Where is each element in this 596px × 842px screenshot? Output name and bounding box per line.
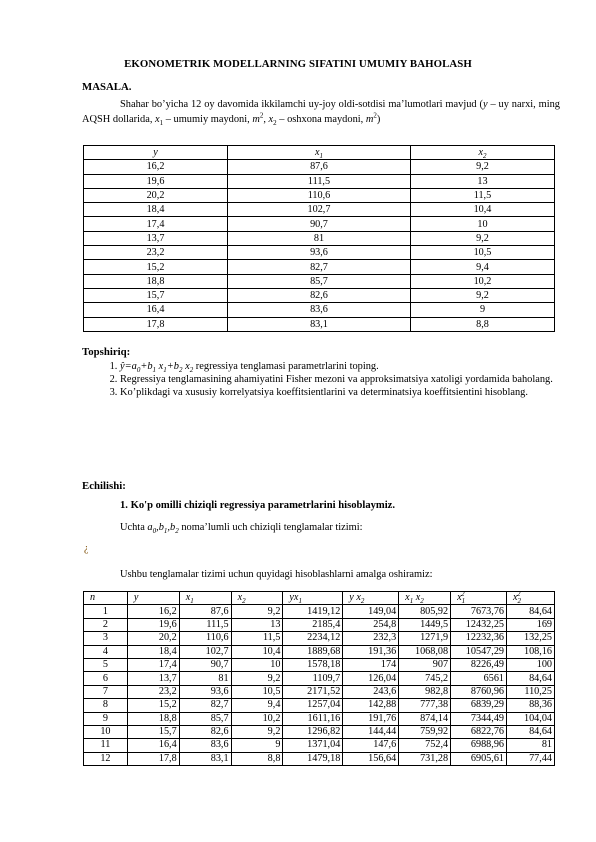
table-cell: 2185,4 xyxy=(283,618,343,631)
table-cell: 10,5 xyxy=(410,246,554,260)
table-cell: 102,7 xyxy=(179,645,231,658)
table-cell: 13,7 xyxy=(127,672,179,685)
row-number-cell: 5 xyxy=(84,658,128,671)
table-cell: 12432,25 xyxy=(451,618,507,631)
table-cell: 982,8 xyxy=(399,685,451,698)
parameters: $a_0,b_1,b_2$ xyxy=(147,522,179,536)
table-cell: 17,4 xyxy=(84,217,228,231)
header-yx1: $yx_1$ xyxy=(283,592,343,605)
table-cell: 1109,7 xyxy=(283,672,343,685)
table-cell: 82,7 xyxy=(228,260,411,274)
table-cell: 13,7 xyxy=(84,231,228,245)
topshiriq-heading: Topshiriq: xyxy=(82,346,131,358)
table-cell: 745,2 xyxy=(399,672,451,685)
echilishi-heading: Echilishi: xyxy=(82,480,126,492)
table-cell: 20,2 xyxy=(127,632,179,645)
table-cell: 9,4 xyxy=(410,260,554,274)
table-cell: 82,7 xyxy=(179,699,231,712)
table-row xyxy=(84,288,555,302)
table-header-row xyxy=(84,592,555,605)
row-number-cell: 10 xyxy=(84,725,128,738)
task-item: 3. Ko’plikdagi va xususiy korrelyatsiya koeffitsientlarini va determinatsiya koeffitsientini hisoblang. xyxy=(120,386,572,399)
row-number-cell: 12 xyxy=(84,752,128,765)
table-cell: 8,8 xyxy=(410,317,554,331)
table-cell: 174 xyxy=(343,658,399,671)
table-cell: 15,2 xyxy=(84,260,228,274)
table-row xyxy=(84,217,555,231)
table-cell: 111,5 xyxy=(228,174,411,188)
table-cell: 102,7 xyxy=(228,203,411,217)
row-number-cell: 8 xyxy=(84,699,128,712)
table-cell: 16,2 xyxy=(127,605,179,618)
table-cell: 144,44 xyxy=(343,725,399,738)
table-cell: 1449,5 xyxy=(399,618,451,631)
table-cell: 8760,96 xyxy=(451,685,507,698)
table-cell: 81 xyxy=(228,231,411,245)
table-cell: 142,88 xyxy=(343,699,399,712)
table-cell: 9,2 xyxy=(410,288,554,302)
table-row xyxy=(84,274,555,288)
table-cell: 83,1 xyxy=(179,752,231,765)
table-cell: 7344,49 xyxy=(451,712,507,725)
table-cell: 8,8 xyxy=(231,752,283,765)
table-row xyxy=(84,605,555,618)
table-cell: 191,36 xyxy=(343,645,399,658)
problem-statement: Shahar bo’yicha 12 oy davomida ikkilamchi uy-joy oldi-sotdisi ma’lumotlari mavjud (y – uy narxi, ming AQSH dollarida, $x_1$ – umumiy maydoni, $m^2$, $x_2$ – oshxona maydoni, $m^2$) xyxy=(82,99,560,127)
table-cell: 84,64 xyxy=(507,725,555,738)
table-cell: 13 xyxy=(410,174,554,188)
table-cell: 20,2 xyxy=(84,188,228,202)
table-cell: 10,2 xyxy=(410,274,554,288)
var-x2: x xyxy=(268,113,274,125)
table-cell: 1611,16 xyxy=(283,712,343,725)
table-cell: 2234,12 xyxy=(283,632,343,645)
header-x2: $x_2$ xyxy=(231,592,283,605)
table-cell: 19,6 xyxy=(84,174,228,188)
row-number-cell: 4 xyxy=(84,645,128,658)
table-cell: 87,6 xyxy=(228,160,411,174)
table-cell: 1371,04 xyxy=(283,739,343,752)
table-cell: 100 xyxy=(507,658,555,671)
table-cell: 88,36 xyxy=(507,699,555,712)
table-cell: 9,2 xyxy=(410,160,554,174)
table-cell: 9 xyxy=(410,303,554,317)
row-number-cell: 2 xyxy=(84,618,128,631)
table-cell: 17,8 xyxy=(127,752,179,765)
table-cell: 10,4 xyxy=(231,645,283,658)
table-row xyxy=(84,260,555,274)
table-cell: 84,64 xyxy=(507,672,555,685)
table-cell: 18,4 xyxy=(84,203,228,217)
intro-text: ) xyxy=(376,113,381,125)
table-cell: 1257,04 xyxy=(283,699,343,712)
header-x2-squared: $x_2^2$ xyxy=(507,592,555,605)
table-cell: 15,7 xyxy=(127,725,179,738)
table-cell: 1578,18 xyxy=(283,658,343,671)
header-yx2: y $x_2$ xyxy=(343,592,399,605)
table-cell: 81 xyxy=(507,739,555,752)
table-cell: 9,2 xyxy=(231,672,283,685)
table-cell: 82,6 xyxy=(179,725,231,738)
table-cell: 87,6 xyxy=(179,605,231,618)
header-x1: $x_1$ xyxy=(228,146,411,160)
table-cell: 9,2 xyxy=(410,231,554,245)
table-cell: 156,64 xyxy=(343,752,399,765)
table-row xyxy=(84,739,555,752)
table-cell: 149,04 xyxy=(343,605,399,618)
table-cell: 16,4 xyxy=(127,739,179,752)
table-cell: 243,6 xyxy=(343,685,399,698)
table-cell: 85,7 xyxy=(179,712,231,725)
header-x2: $x_2$ xyxy=(410,146,554,160)
table-cell: 12232,36 xyxy=(451,632,507,645)
table-row xyxy=(84,632,555,645)
table-cell: 232,3 xyxy=(343,632,399,645)
table-cell: 11,5 xyxy=(231,632,283,645)
table-cell: 8226,49 xyxy=(451,658,507,671)
header-x1x2: $x_1$ $x_2$ xyxy=(399,592,451,605)
table-cell: 16,2 xyxy=(84,160,228,174)
table-cell: 2171,52 xyxy=(283,685,343,698)
table-cell: 17,4 xyxy=(127,658,179,671)
table-row xyxy=(84,203,555,217)
table-row xyxy=(84,658,555,671)
table-cell: 10547,29 xyxy=(451,645,507,658)
table-cell: 10 xyxy=(410,217,554,231)
table-row xyxy=(84,699,555,712)
table-cell: 1271,9 xyxy=(399,632,451,645)
var-y: y xyxy=(482,99,488,110)
table-cell: 10,5 xyxy=(231,685,283,698)
step-2-text xyxy=(120,522,363,536)
table-cell: 10,4 xyxy=(410,203,554,217)
row-number-cell: 6 xyxy=(84,672,128,685)
table-cell: 18,8 xyxy=(84,274,228,288)
table-cell: 84,64 xyxy=(507,605,555,618)
table-cell: 85,7 xyxy=(228,274,411,288)
table-cell: 93,6 xyxy=(228,246,411,260)
table-cell: 111,5 xyxy=(179,618,231,631)
step-text: noma’lumli uch chiziqli tenglamalar tizimi: xyxy=(178,522,363,533)
calculation-table xyxy=(83,591,555,766)
table-cell: 13 xyxy=(231,618,283,631)
table-cell: 83,1 xyxy=(228,317,411,331)
intro-text: , xyxy=(263,113,269,125)
table-cell: 731,28 xyxy=(399,752,451,765)
table-cell: 1419,12 xyxy=(283,605,343,618)
table-cell: 191,76 xyxy=(343,712,399,725)
table-cell: 10,2 xyxy=(231,712,283,725)
table-row xyxy=(84,303,555,317)
table-cell: 7673,76 xyxy=(451,605,507,618)
table-row xyxy=(84,645,555,658)
table-cell: 16,4 xyxy=(84,303,228,317)
table-row xyxy=(84,160,555,174)
table-cell: 110,6 xyxy=(228,188,411,202)
header-y: y xyxy=(84,146,228,160)
header-x1: $x_1$ xyxy=(179,592,231,605)
table-row xyxy=(84,752,555,765)
table-cell: 90,7 xyxy=(228,217,411,231)
table-row xyxy=(84,174,555,188)
header-x1-squared: $x_1^2$ xyxy=(451,592,507,605)
table-cell: 132,25 xyxy=(507,632,555,645)
table-cell: 254,8 xyxy=(343,618,399,631)
table-cell: 9 xyxy=(231,739,283,752)
table-cell: 11,5 xyxy=(410,188,554,202)
table-cell: 19,6 xyxy=(127,618,179,631)
table-cell: 6905,61 xyxy=(451,752,507,765)
table-cell: 805,92 xyxy=(399,605,451,618)
table-row xyxy=(84,725,555,738)
table-row xyxy=(84,672,555,685)
task-item: 2. Regressiya tenglamasining ahamiyatini Fisher mezoni va approksimatsiya xatoligi yordamida baholang. xyxy=(120,373,572,386)
table-cell: 77,44 xyxy=(507,752,555,765)
table-cell: 9,2 xyxy=(231,725,283,738)
step-text: Uchta xyxy=(120,522,148,533)
equation-placeholder-glyph: ¿ xyxy=(84,543,89,554)
table-cell: 1889,68 xyxy=(283,645,343,658)
table-cell: 15,2 xyxy=(127,699,179,712)
table-row xyxy=(84,317,555,331)
table-cell: 90,7 xyxy=(179,658,231,671)
data-table xyxy=(83,145,555,332)
row-number-cell: 1 xyxy=(84,605,128,618)
intro-text: – umumiy maydoni, xyxy=(163,113,253,125)
var-x1: x xyxy=(155,113,160,125)
table-cell: 83,6 xyxy=(228,303,411,317)
table-cell: 147,6 xyxy=(343,739,399,752)
intro-text: – oshxona maydoni, xyxy=(276,113,366,125)
table-cell: 777,38 xyxy=(399,699,451,712)
table-cell: 93,6 xyxy=(179,685,231,698)
table-cell: 874,14 xyxy=(399,712,451,725)
header-y: y xyxy=(127,592,179,605)
table-cell: 6839,29 xyxy=(451,699,507,712)
unit-m: m xyxy=(252,113,260,125)
page-title: EKONOMETRIK MODELLARNING SIFATINI UMUMIY BAHOLASH xyxy=(124,58,472,70)
intro-text: Shahar bo’yicha 12 oy davomida ikkilamchi uy-joy oldi-sotdisi ma’lumotlari mavjud ( xyxy=(120,99,483,110)
unit-m: m xyxy=(365,113,374,125)
row-number-cell: 7 xyxy=(84,685,128,698)
table-cell: 9,4 xyxy=(231,699,283,712)
step-1-heading: 1. Ko'p omilli chiziqli regressiya parametrlarini hisoblaymiz. xyxy=(120,500,396,511)
table-cell: 81 xyxy=(179,672,231,685)
table-cell: 6988,96 xyxy=(451,739,507,752)
table-cell: 15,7 xyxy=(84,288,228,302)
step-3-text: Ushbu tenglamalar tizimi uchun quyidagi hisoblashlarni amalga oshiramiz: xyxy=(120,569,433,580)
table-cell: 6561 xyxy=(451,672,507,685)
table-cell: 104,04 xyxy=(507,712,555,725)
table-cell: 110,6 xyxy=(179,632,231,645)
row-number-cell: 9 xyxy=(84,712,128,725)
table-row xyxy=(84,712,555,725)
table-cell: 23,2 xyxy=(84,246,228,260)
table-cell: 83,6 xyxy=(179,739,231,752)
table-cell: 1296,82 xyxy=(283,725,343,738)
table-cell: 752,4 xyxy=(399,739,451,752)
table-cell: 759,92 xyxy=(399,725,451,738)
table-row xyxy=(84,685,555,698)
table-cell: 110,25 xyxy=(507,685,555,698)
row-number-cell: 3 xyxy=(84,632,128,645)
table-cell: 9,2 xyxy=(231,605,283,618)
table-cell: 10 xyxy=(231,658,283,671)
table-header-row xyxy=(84,146,555,160)
table-row xyxy=(84,231,555,245)
header-n: n xyxy=(84,592,128,605)
table-cell: 169 xyxy=(507,618,555,631)
masala-heading: MASALA. xyxy=(82,81,132,93)
table-row xyxy=(84,188,555,202)
task-list xyxy=(104,360,572,400)
task-text: regressiya tenglamasi parametrlarini toping. xyxy=(193,361,379,372)
regression-equation: $ŷ=a_0+b_1$ $x_1+b_2$ $x_2$ xyxy=(120,361,194,375)
table-cell: 23,2 xyxy=(127,685,179,698)
table-cell: 108,16 xyxy=(507,645,555,658)
table-cell: 6822,76 xyxy=(451,725,507,738)
table-cell: 126,04 xyxy=(343,672,399,685)
table-cell: 907 xyxy=(399,658,451,671)
table-cell: 17,8 xyxy=(84,317,228,331)
table-cell: 1068,08 xyxy=(399,645,451,658)
table-cell: 1479,18 xyxy=(283,752,343,765)
table-cell: 82,6 xyxy=(228,288,411,302)
task-item xyxy=(120,360,572,373)
table-cell: 18,8 xyxy=(127,712,179,725)
table-row xyxy=(84,246,555,260)
table-row xyxy=(84,618,555,631)
intro-text: – uy narxi, ming AQSH dollarida, xyxy=(82,99,560,125)
row-number-cell: 11 xyxy=(84,739,128,752)
table-cell: 18,4 xyxy=(127,645,179,658)
